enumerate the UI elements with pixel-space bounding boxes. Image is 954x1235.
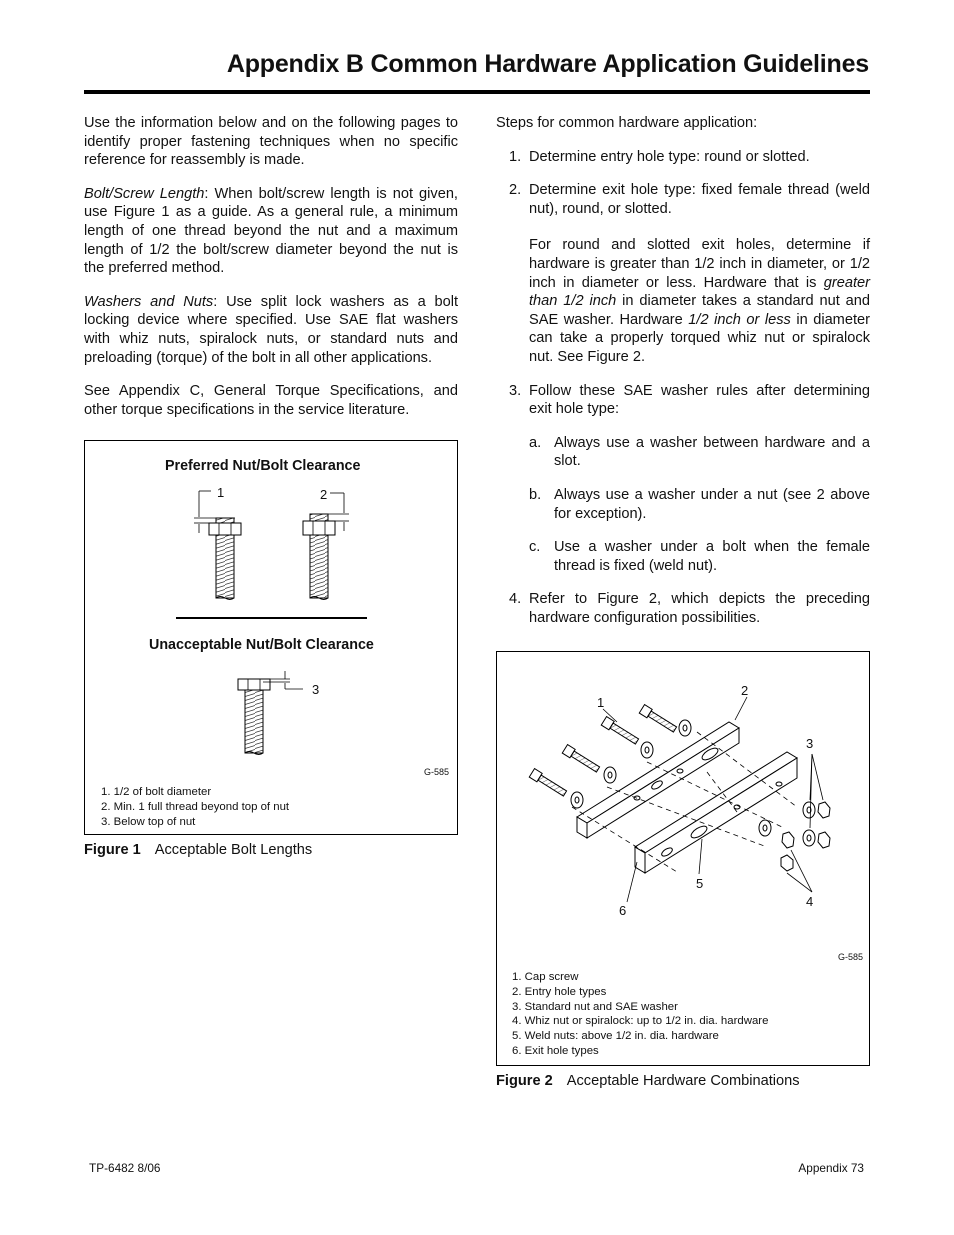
fig2-callout-2: 2 bbox=[741, 683, 749, 698]
step-number: 1. bbox=[509, 148, 522, 165]
bolt-preferred-2 bbox=[303, 493, 349, 600]
figure-2-label: Figure 2 bbox=[496, 1073, 553, 1089]
fig2-legend bbox=[512, 970, 768, 1059]
rule-letter: c. bbox=[529, 539, 541, 556]
step-item bbox=[496, 181, 870, 366]
step2-detail-emphasis: 1/2 inch or less bbox=[688, 311, 791, 328]
fig1-callout-3: 3 bbox=[312, 682, 320, 697]
washer-rule bbox=[529, 434, 870, 471]
bolt-length-term: Bolt/Screw Length bbox=[84, 185, 205, 202]
step-item bbox=[496, 590, 870, 627]
step-text: Refer to Figure 2, which depicts the preceding hardware configuration possibilities. bbox=[529, 591, 870, 626]
figure-2-caption bbox=[496, 1073, 800, 1089]
fig2-legend-item: 6. Exit hole types bbox=[512, 1044, 599, 1057]
fig1-legend-item: 1. 1/2 of bolt diameter bbox=[101, 786, 212, 798]
step-number: 4. bbox=[509, 591, 522, 608]
bolt-preferred-1 bbox=[194, 491, 241, 600]
fig2-legend-item: 5. Weld nuts: above 1/2 in. dia. hardware bbox=[512, 1030, 719, 1043]
bolt-length-text: : When bolt/screw length is not given, use Figure 1 as a guide. As a general rule, a minimum length of one thread beyond the nut and a maximum length of 1/2 the bolt/screw diameter beyond the nut is the preferred method. bbox=[84, 185, 458, 277]
fig1-legend bbox=[101, 785, 289, 829]
washer-rule bbox=[529, 538, 870, 575]
fig1-callout-2: 2 bbox=[320, 487, 328, 502]
right-column bbox=[496, 114, 870, 642]
step-text: Determine exit hole type: fixed female thread (weld nut), round, or slotted. bbox=[529, 182, 870, 217]
fig2-legend-item: 2. Entry hole types bbox=[512, 985, 607, 998]
step2-detail-emphasis: greater than 1/2 inch bbox=[529, 274, 870, 310]
fig1-callout-1: 1 bbox=[217, 485, 225, 500]
page-title: Appendix B Common Hardware Application Guidelines bbox=[226, 50, 869, 78]
fig2-callout-6: 6 bbox=[619, 903, 627, 918]
step-text: Determine entry hole type: round or slotted. bbox=[529, 148, 810, 165]
bolt-unacceptable bbox=[238, 671, 303, 755]
fig2-callout-4: 4 bbox=[806, 894, 814, 909]
fig2-legend-item: 1. Cap screw bbox=[512, 971, 579, 983]
figure-1-caption-text: Acceptable Bolt Lengths bbox=[154, 842, 313, 858]
footer-doc-id: TP-6482 8/06 bbox=[89, 1161, 161, 1175]
fig1-legend-item: 3. Below top of nut bbox=[101, 815, 196, 828]
step2-detail bbox=[529, 236, 870, 366]
exit-nuts bbox=[759, 802, 830, 871]
figure-2-box bbox=[496, 651, 870, 1066]
preferred-heading: Preferred Nut/Bolt Clearance bbox=[165, 458, 361, 474]
washer-rules bbox=[529, 434, 870, 576]
fig2-legend-item: 4. Whiz nut or spiralock: up to 1/2 in. dia. hardware bbox=[512, 1015, 769, 1028]
rule-text: Always use a washer under a nut (see 2 above for exception). bbox=[554, 486, 870, 522]
left-column bbox=[84, 114, 458, 434]
footer-page: Appendix 73 bbox=[798, 1161, 864, 1175]
rule-text: Always use a washer between hardware and a slot. bbox=[554, 434, 870, 470]
washers-text: : Use split lock washers as a bolt locking device where specified. Use SAE flat washers with whiz nuts, spiralock nuts, or standard nuts and preloading (torque) of the bolt in all other applications. bbox=[84, 293, 458, 366]
figure-1-label: Figure 1 bbox=[84, 842, 141, 858]
steps-intro: Steps for common hardware application: bbox=[496, 115, 758, 131]
see-appendix-paragraph: See Appendix C, General Torque Specifications, and other torque specifications in the service literature. bbox=[84, 383, 458, 418]
fig1-code: G-585 bbox=[424, 767, 450, 777]
step-text: Follow these SAE washer rules after determining exit hole type: bbox=[529, 382, 870, 418]
step-item bbox=[496, 148, 870, 167]
fig2-legend-item: 3. Standard nut and SAE washer bbox=[512, 1000, 678, 1013]
fig2-callout-3: 3 bbox=[806, 736, 814, 751]
washer-rule bbox=[529, 486, 870, 523]
rule-text: Use a washer under a bolt when the female thread is fixed (weld nut). bbox=[554, 539, 870, 574]
washers-paragraph bbox=[84, 293, 458, 367]
step2-detail-text: in diameter takes a standard nut and SAE washer. Hardware bbox=[529, 293, 870, 328]
step2-detail-text: For round and slotted exit holes, determine if hardware is greater than 1/2 inch in diameter, or 1/2 inch in diameter or less. Hardware that is bbox=[529, 237, 870, 291]
intro-paragraph: Use the information below and on the following pages to identify proper fastening techniques when no specific reference for reassembly is made. bbox=[84, 115, 458, 169]
bolt-length-paragraph bbox=[84, 185, 458, 278]
step-number: 3. bbox=[509, 382, 522, 399]
step2-detail-text: in diameter can take a properly torqued whiz nut or spiralock nut. See Figure 2. bbox=[529, 311, 870, 365]
fig2-callout-5: 5 bbox=[696, 876, 704, 891]
rule-letter: a. bbox=[529, 434, 542, 451]
figure-1-box bbox=[84, 440, 458, 835]
rule-letter: b. bbox=[529, 486, 542, 503]
steps-list bbox=[496, 148, 870, 628]
step-item bbox=[496, 382, 870, 576]
fig2-callout-1: 1 bbox=[597, 695, 605, 710]
figure-2-caption-text: Acceptable Hardware Combinations bbox=[566, 1073, 800, 1089]
washers-term: Washers and Nuts bbox=[84, 293, 214, 310]
title-rule bbox=[84, 90, 870, 94]
unacceptable-heading: Unacceptable Nut/Bolt Clearance bbox=[149, 637, 374, 653]
step-number: 2. bbox=[509, 182, 522, 199]
figure-1-caption bbox=[84, 842, 312, 858]
fig1-legend-item: 2. Min. 1 full thread beyond top of nut bbox=[101, 800, 290, 813]
fig2-code: G-585 bbox=[838, 952, 864, 962]
